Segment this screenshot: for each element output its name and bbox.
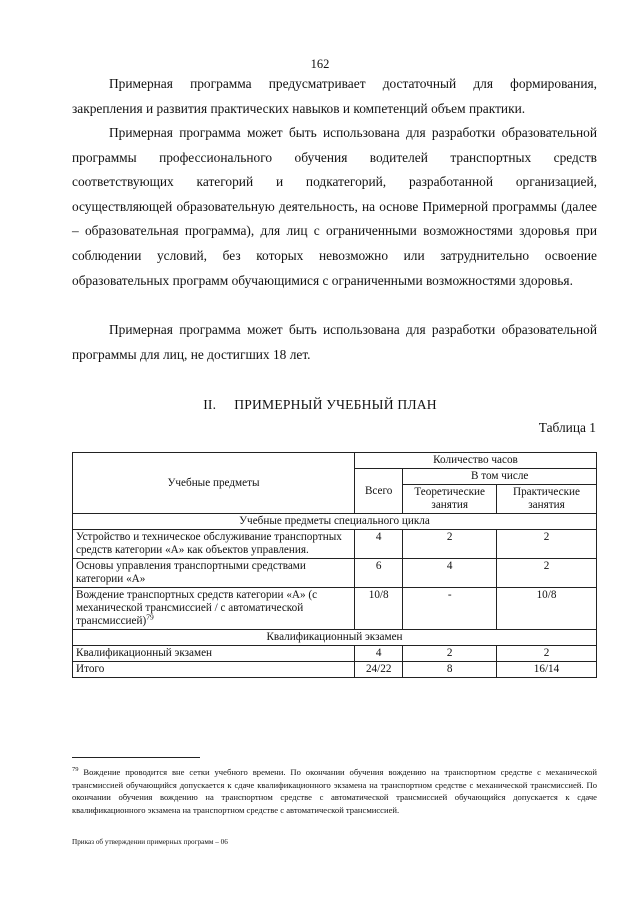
table-section-row <box>73 630 597 646</box>
header-total: Всего <box>354 469 402 514</box>
practice-cell: 16/14 <box>497 662 597 678</box>
table-row <box>73 646 597 662</box>
header-including: В том числе <box>403 469 597 485</box>
footnote-mark: 79 <box>72 766 79 774</box>
header-hours: Количество часов <box>354 453 596 469</box>
footnote-ref: 79 <box>146 612 154 622</box>
total-cell: 24/22 <box>354 662 402 678</box>
section-qualification-exam: Квалификационный экзамен <box>73 630 597 646</box>
theory-cell: 4 <box>403 559 497 588</box>
paragraph-2: Примерная программа может быть использована для разработки образовательной программы профессионального обучения водителей транспортных средств соответствующих категорий и подкатегорий, разработанной организацией, осуществляющей образовательную деятельность, на основе Примерной программы (далее – образовательная программа), для лиц с ограниченными возможностями здоровья при соблюдении условий, без которых невозможно или затруднительно освоение образовательных программ обучающимися с ограниченными возможностями здоровья. <box>72 125 597 288</box>
subject-cell: Итого <box>73 662 355 678</box>
subject-cell <box>73 588 355 630</box>
table-label: Таблица 1 <box>538 420 596 435</box>
header-theory: Теоретические занятия <box>403 485 497 514</box>
subject-cell: Устройство и техническое обслуживание транспортных средств категории «А» как объектов управления. <box>73 530 355 559</box>
theory-cell: 2 <box>403 530 497 559</box>
total-cell: 4 <box>354 530 402 559</box>
practice-cell: 2 <box>497 646 597 662</box>
table-row <box>73 559 597 588</box>
subject-cell: Квалификационный экзамен <box>73 646 355 662</box>
section-title: ПРИМЕРНЫЙ УЧЕБНЫЙ ПЛАН <box>234 397 437 412</box>
header-subjects: Учебные предметы <box>73 453 355 514</box>
theory-cell: 8 <box>403 662 497 678</box>
curriculum-table <box>72 452 597 678</box>
table-row <box>73 530 597 559</box>
table-section-row <box>73 514 597 530</box>
footnote-text: Вождение проводится вне сетки учебного времени. По окончании обучения вождению на транспортном средстве с механической трансмиссией обучающийся допускается к сдаче квалификационного экзамена на транспортном средстве с механической трансмиссией. По окончании обучения вождению на транспортном средстве с автоматической трансмиссией обучающийся допускается к сдаче квалификационного экзамена на транспортном средстве с автоматической трансмиссией. <box>72 767 597 815</box>
section-heading <box>0 397 640 413</box>
table-header-row <box>73 453 597 469</box>
section-number: II. <box>203 397 217 412</box>
subject-cell: Основы управления транспортными средствами категории «А» <box>73 559 355 588</box>
practice-cell: 2 <box>497 530 597 559</box>
section-special-cycle: Учебные предметы специального цикла <box>73 514 597 530</box>
subject-text: Вождение транспортных средств категории «А» (с механической трансмиссией / с автоматической трансмиссией) <box>76 589 318 627</box>
total-cell: 4 <box>354 646 402 662</box>
total-cell: 10/8 <box>354 588 402 630</box>
practice-cell: 10/8 <box>497 588 597 630</box>
page-number: 162 <box>310 57 330 71</box>
page-footer: Приказ об утверждении примерных программ – 06 <box>72 838 228 846</box>
table-row <box>73 588 597 630</box>
paragraph-1: Примерная программа предусматривает достаточный для формирования, закрепления и развития практических навыков и компетенций объем практики. <box>72 76 597 116</box>
footnote-divider <box>72 757 200 758</box>
table-total-row <box>73 662 597 678</box>
theory-cell: 2 <box>403 646 497 662</box>
total-cell: 6 <box>354 559 402 588</box>
paragraph-3: Примерная программа может быть использована для разработки образовательной программы для лиц, не достигших 18 лет. <box>72 322 597 362</box>
footnote <box>72 766 597 816</box>
header-practice: Практические занятия <box>497 485 597 514</box>
practice-cell: 2 <box>497 559 597 588</box>
theory-cell: - <box>403 588 497 630</box>
